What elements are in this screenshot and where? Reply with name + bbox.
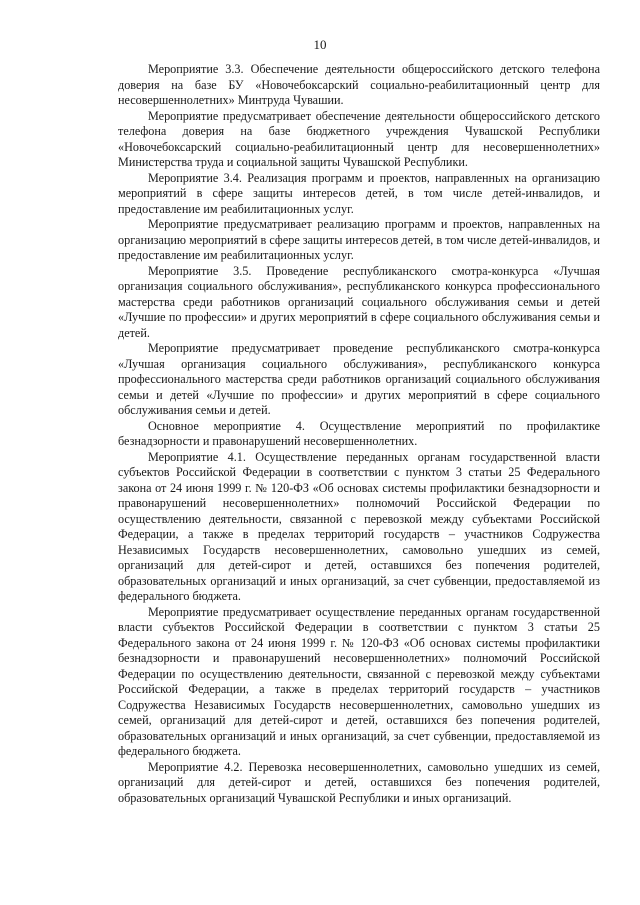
paragraph-main-measure-4: Основное мероприятие 4. Осуществление мероприятий по профилактике безнадзорности и правонарушений несовершеннолетних. — [118, 418, 600, 448]
paragraph-measure-4-1: Мероприятие 4.1. Осуществление переданных органам государственной власти субъектов Российской Федерации в соответствии с пунктом 3 статьи 25 Федерального закона от 24 июня 1999 г. № 120-ФЗ «Об основах системы профилактики безнадзорности и правонарушений несовершеннолетних» полномочий Российской Федерации по осуществлению деятельности, связанной с перевозкой между субъектами Российской Федерации, а также в пределах территорий государств – участников Содружества Независимых Государств несовершеннолетних, самовольно ушедших из семей, организаций для детей-сирот и детей, оставшихся без попечения родителей, образовательных организаций и иных организаций, за счет субвенции, предоставляемой из федерального бюджета. — [118, 449, 600, 603]
paragraph-measure-3-5: Мероприятие 3.5. Проведение республиканского смотра-конкурса «Лучшая организация социального обслуживания», республиканского конкурса профессионального мастерства среди работников организаций социального обслуживания семьи и детей «Лучшие по профессии» и других мероприятий в сфере социального обслуживания семьи и детей. — [118, 263, 600, 340]
paragraph-measure-3-4: Мероприятие 3.4. Реализация программ и проектов, направленных на организацию мероприятий в сфере защиты интересов детей, в том числе детей-инвалидов, и предоставление им реабилитационных услуг. — [118, 170, 600, 216]
document-body — [118, 62, 600, 806]
paragraph-measure-3-3-description: Мероприятие предусматривает обеспечение деятельности общероссийского детского телефона доверия на базе бюджетного учреждения Чувашской Республики «Новочебоксарский социально-реабилитационный центр для несовершеннолетних» Министерства труда и социальной защиты Чувашской Республики. — [118, 108, 600, 169]
paragraph-measure-3-3: Мероприятие 3.3. Обеспечение деятельности общероссийского детского телефона доверия на базе БУ «Новочебоксарский социально-реабилитационный центр для несовершеннолетних» Минтруда Чувашии. — [118, 62, 600, 107]
paragraph-measure-3-5-description: Мероприятие предусматривает проведение республиканского смотра-конкурса «Лучшая организация социального обслуживания», республиканского конкурса профессионального мастерства среди работников организаций социального обслуживания семьи и детей «Лучшие по профессии» и других мероприятий в сфере социального обслуживания семьи и детей. — [118, 341, 600, 417]
paragraph-measure-4-2: Мероприятие 4.2. Перевозка несовершеннолетних, самовольно ушедших из семей, организаций для детей-сирот и детей, оставшихся без попечения родителей, образовательных организаций Чувашской Республики и иных организаций. — [118, 759, 600, 805]
paragraph-measure-4-1-description: Мероприятие предусматривает осуществление переданных органам государственной власти субъектов Российской Федерации в соответствии с пунктом 3 статьи 25 Федерального закона от 24 июня 1999 г. № 120-ФЗ «Об основах системы профилактики безнадзорности и правонарушений несовершеннолетних» полномочий Российской Федерации по осуществлению деятельности, связанной с перевозкой между субъектами Российской Федерации, а также в пределах территорий государств – участников Содружества Независимых Государств несовершеннолетних, самовольно ушедших из семей, организаций для детей-сирот и детей, оставшихся без попечения родителей, образовательных организаций и иных организаций, за счет субвенции, предоставляемой из федерального бюджета. — [118, 604, 600, 758]
paragraph-measure-3-4-description: Мероприятие предусматривает реализацию программ и проектов, направленных на организацию мероприятий в сфере защиты интересов детей, в том числе детей-инвалидов, и предоставление им реабилитационных услуг. — [118, 217, 600, 262]
page-number: 10 — [313, 37, 327, 52]
